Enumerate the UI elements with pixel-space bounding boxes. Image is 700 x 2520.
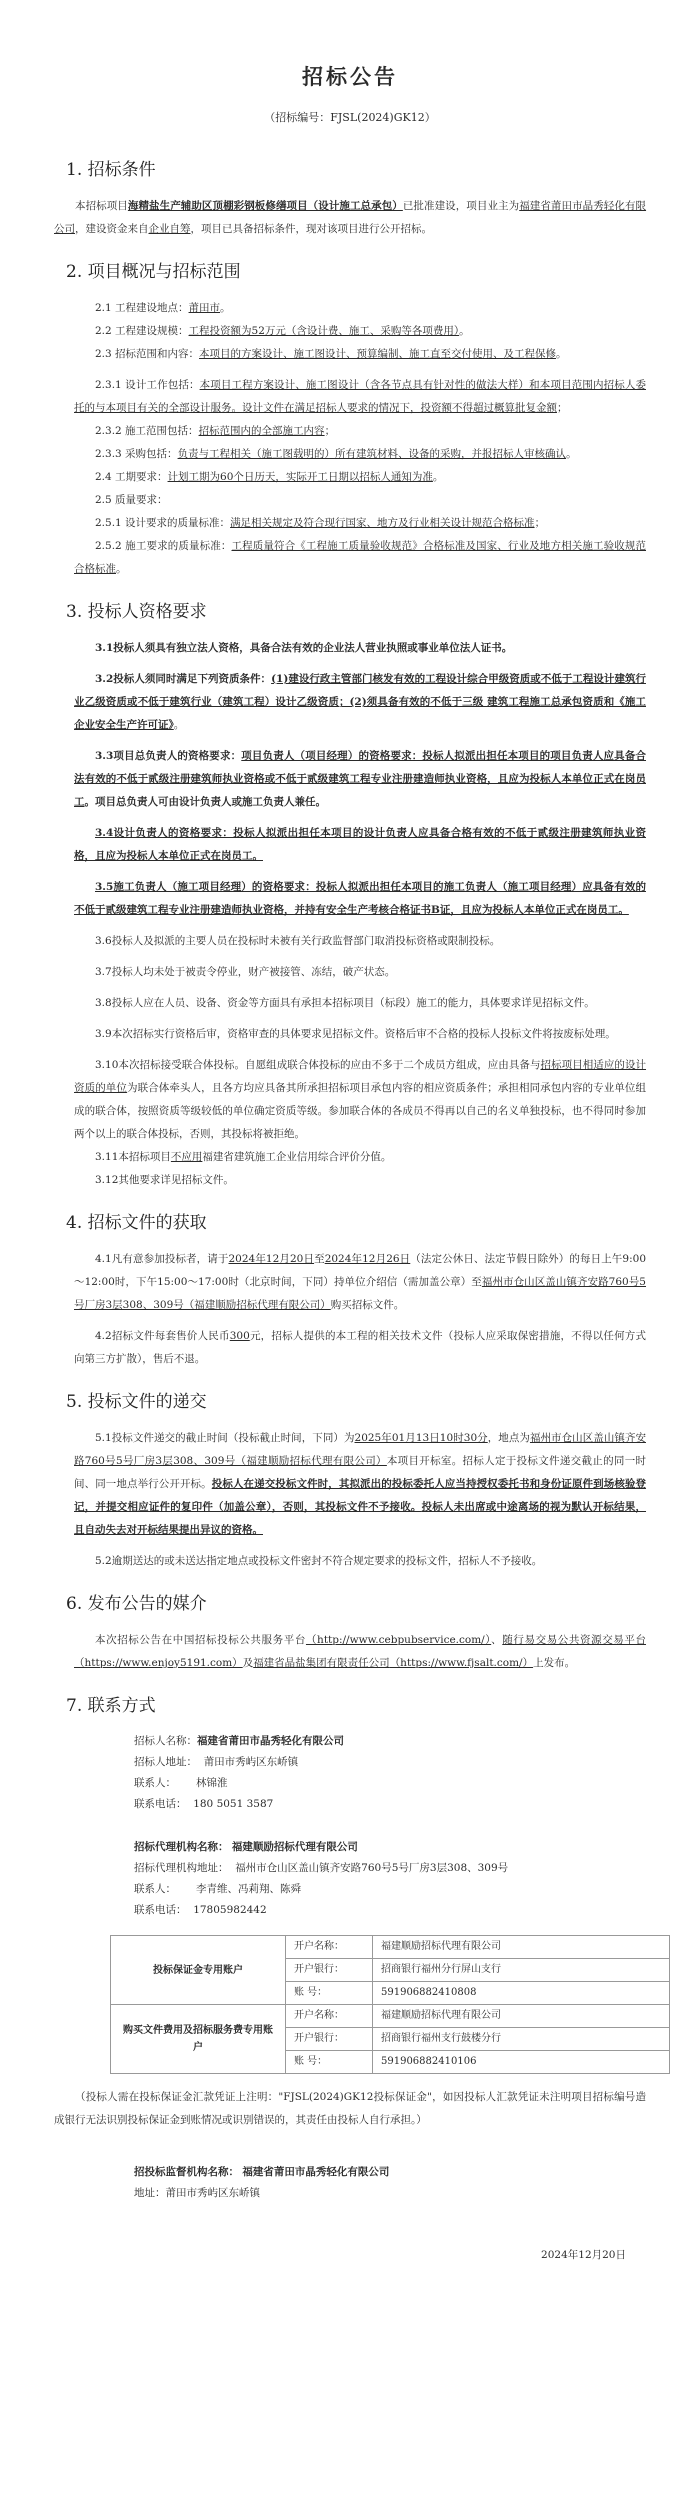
document [54, 62, 646, 2267]
document-title: 招标公告 [302, 64, 398, 89]
item-2-3-2: 2.3.2 施工范围包括：招标范围内的全部施工内容； [95, 425, 336, 437]
section-3-heading: 3. 投标人资格要求 [66, 602, 207, 622]
item-2-2: 2.2 工程建设规模：工程投资额为52万元（含设计费、施工、采购等各项费用）。 [95, 325, 470, 337]
deposit-note: （投标人需在投标保证金汇款凭证上注明："FJSL(2024)GK12投标保证金"，如因投标人汇款凭证未注明项目招标编号造成银行无法识别投标保证金到账情况或识别错误的，其责任由投标人自行承担。） [54, 2091, 646, 2126]
agent-person: 联系人： 李青维、冯莉翔、陈舜 [134, 1883, 302, 1895]
media-paragraph: 本次招标公告在中国招标投标公共服务平台（http://www.cebpubservice.com/）、随行易交易公共资源交易平台（https://www.enjoy5191.com）及福建省晶盐集团有限责任公司（https://www.fjsalt.com/）上发布。 [74, 1634, 647, 1669]
deposit-account-label: 投标保证金专用账户 [111, 1936, 286, 2005]
section-5-body [54, 1427, 646, 1573]
section-6-body [54, 1629, 646, 1675]
item-3-7: 3.7投标人均未处于被责令停业，财产被接管、冻结，破产状态。 [95, 966, 396, 978]
table-row: 投标保证金专用账户 开户名称： 福建顺励招标代理有限公司 [111, 1936, 670, 1959]
item-3-10: 3.10本次招标接受联合体投标。自愿组成联合体投标的应由不多于二个成员方组成，应由具备与招标项目相适应的设计资质的单位为联合体牵头人，且各方均应具备其所承担招标项目承包内容的相应资质条件；承担相同承包内容的专业单位组成的联合体，按照资质等级较低的单位确定资质等级。参加联合体的各成员不得再以自己的名义单独投标，也不得同时参加两个以上的联合体投标，否则，其投标将被拒绝。 [74, 1059, 647, 1140]
supervision-name: 招投标监督机构名称： 福建省莆田市晶秀轻化有限公司 [134, 2166, 390, 2178]
section-4-body [54, 1248, 646, 1371]
tender-code: （招标编号：FJSL(2024)GK12） [264, 111, 436, 124]
item-3-8: 3.8投标人应在人员、设备、资金等方面具有承担本招标项目（标段）施工的能力，具体要求详见招标文件。 [95, 997, 595, 1009]
item-3-4: 3.4设计负责人的资格要求：投标人拟派出担任本项目的设计负责人应具备合格有效的不低于贰级注册建筑师执业资格，且应为投标人本单位正式在岗员工。 [74, 827, 646, 862]
fjsalt-link[interactable]: （https://www.fjsalt.com/） [389, 1657, 534, 1669]
item-5-2: 5.2逾期送达的或未送达指定地点或投标文件密封不符合规定要求的投标文件，招标人不予接收。 [95, 1555, 543, 1567]
table-row: 购买文件费用及招标服务费专用账户 开户名称： 福建顺励招标代理有限公司 [111, 2005, 670, 2028]
agent-address: 招标代理机构地址： 福州市仓山区盖山镇齐安路760号5号厂房3层308、309号 [134, 1862, 509, 1874]
section-7-heading: 7. 联系方式 [66, 1696, 156, 1716]
tenderer-contact [54, 1731, 646, 1815]
item-5-1: 5.1投标文件递交的截止时间（投标截止时间，下同）为2025年01月13日10时30分，地点为福州市仓山区盖山镇齐安路760号5号厂房3层308、309号（福建顺励招标代理有限公司）本项目开标室。招标人定于投标文件递交截止的同一时间、同一地点举行公开开标。投标人在递交投标文件时，其拟派出的投标委托人应当持授权委托书和身份证原件到场核验登记，并提交相应证件的复印件（加盖公章），否则，其投标文件不予接收。投标人未出席或中途离场的视为默认开标结果，且自动失去对开标结果提出异议的资格。 [74, 1432, 647, 1536]
item-2-3: 2.3 招标范围和内容：本项目的方案设计、施工图设计、预算编制、施工直至交付使用、及工程保修。 [95, 348, 567, 360]
item-2-5-1: 2.5.1 设计要求的质量标准：满足相关规定及符合现行国家、地方及行业相关设计规范合格标准； [95, 517, 546, 529]
item-2-1: 2.1 工程建设地点：莆田市。 [95, 302, 231, 314]
agent-phone: 联系电话： 17805982442 [134, 1904, 267, 1916]
item-2-3-1: 2.3.1 设计工作包括：本项目工程方案设计、施工图设计（含各节点具有针对性的做法大样）和本项目范围内招标人委托的与本项目有关的全部设计服务。设计文件在满足招标人要求的情况下，投资额不得超过概算批复金额； [74, 379, 646, 414]
item-3-12: 3.12其他要求详见招标文件。 [95, 1174, 234, 1186]
section-5-heading: 5. 投标文件的递交 [66, 1392, 207, 1412]
tenderer-name: 招标人名称：福建省莆田市晶秀轻化有限公司 [134, 1735, 344, 1747]
item-2-5: 2.5 质量要求： [95, 494, 168, 506]
supervision-address: 地址：莆田市秀屿区东峤镇 [134, 2187, 260, 2199]
section-6-heading: 6. 发布公告的媒介 [66, 1594, 207, 1614]
table-row: 开户银行： 招商银行福州支行鼓楼分行 [111, 2028, 670, 2051]
table-row: 账 号： 591906882410106 [111, 2051, 670, 2074]
section-2-heading: 2. 项目概况与招标范围 [66, 262, 241, 282]
tenderer-phone: 联系电话： 180 5051 3587 [134, 1798, 274, 1810]
section-1-paragraph: 本招标项目海精盐生产辅助区顶棚彩钢板修缮项目（设计施工总承包）已批准建设，项目业主为福建省莆田市晶秀轻化有限公司，建设资金来自企业自筹，项目已具备招标条件，现对该项目进行公开招标。 [54, 200, 647, 235]
item-3-3: 3.3项目总负责人的资格要求：项目负责人（项目经理）的资格要求：投标人拟派出担任本项目的项目负责人应具备合法有效的不低于贰级注册建筑师执业资格或不低于贰级建筑工程专业注册建造师执业资格，且应为投标人本单位正式在岗员工。项目总负责人可由设计负责人或施工负责人兼任。 [74, 750, 646, 808]
item-3-2: 3.2投标人须同时满足下列资质条件：(1)建设行政主管部门核发有效的工程设计综合甲级资质或不低于工程设计建筑行业乙级资质或不低于建筑行业（建筑工程）设计乙级资质；(2)须具备有效的不低于三级 建筑工程施工总承包资质和《施工企业安全生产许可证》。 [74, 673, 646, 731]
table-row: 账 号： 591906882410808 [111, 1982, 670, 2005]
section-2-body [54, 297, 646, 581]
section-1-heading: 1. 招标条件 [66, 160, 156, 180]
item-2-5-2: 2.5.2 施工要求的质量标准：工程质量符合《工程施工质量验收规范》合格标准及国家、行业及地方相关施工验收规范合格标准。 [74, 540, 646, 575]
item-4-2: 4.2招标文件每套售价人民币300元，招标人提供的本工程的相关技术文件（投标人应采取保密措施，不得以任何方式向第三方扩散），售后不退。 [74, 1330, 647, 1365]
fee-account-label: 购买文件费用及招标服务费专用账户 [111, 2005, 286, 2074]
item-3-1: 3.1投标人须具有独立法人资格，具备合法有效的企业法人营业执照或事业单位法人证书。 [95, 642, 513, 654]
issue-date: 2024年12月20日 [541, 2249, 626, 2261]
item-3-6: 3.6投标人及拟派的主要人员在投标时未被有关行政监督部门取消投标资格或限制投标。 [95, 935, 501, 947]
tenderer-person: 联系人： 林锦淮 [134, 1777, 228, 1789]
enjoy5191-link[interactable]: （https://www.enjoy5191.com） [74, 1657, 243, 1669]
bank-accounts-table [110, 1935, 670, 2074]
cebpubservice-link[interactable]: （http://www.cebpubservice.com/） [305, 1634, 492, 1646]
agent-contact [54, 1837, 646, 1921]
item-3-9: 3.9本次招标实行资格后审，资格审查的具体要求见招标文件。资格后审不合格的投标人投标文件将按废标处理。 [95, 1028, 616, 1040]
agent-name: 招标代理机构名称： 福建顺励招标代理有限公司 [134, 1841, 358, 1853]
table-row: 开户银行： 招商银行福州分行屏山支行 [111, 1959, 670, 1982]
tenderer-address: 招标人地址： 莆田市秀屿区东峤镇 [134, 1756, 299, 1768]
item-3-11: 3.11本招标项目不应用福建省建筑施工企业信用综合评价分值。 [95, 1151, 392, 1163]
item-3-5: 3.5施工负责人（施工项目经理）的资格要求：投标人拟派出担任本项目的施工负责人（施工项目经理）应具备有效的不低于贰级建筑工程专业注册建造师执业资格，并持有安全生产考核合格证书B证，且应为投标人本单位正式在岗员工。 [74, 881, 646, 916]
item-2-3-3: 2.3.3 采购包括：负责与工程相关（施工图载明的）所有建筑材料、设备的采购，并报招标人审核确认。 [95, 448, 577, 460]
item-2-4: 2.4 工期要求：计划工期为60个日历天，实际开工日期以招标人通知为准。 [95, 471, 444, 483]
section-4-heading: 4. 招标文件的获取 [66, 1213, 207, 1233]
supervision-contact [54, 2162, 646, 2204]
section-3-body [54, 637, 646, 1192]
item-4-1: 4.1凡有意参加投标者，请于2024年12月20日至2024年12月26日（法定公休日、法定节假日除外）的每日上午9:00～12:00时，下午15:00～17:00时（北京时间，下同）持单位介绍信（需加盖公章）至福州市仓山区盖山镇齐安路760号5号厂房3层308、309号（福建顺励招标代理有限公司）购买招标文件。 [74, 1253, 646, 1311]
